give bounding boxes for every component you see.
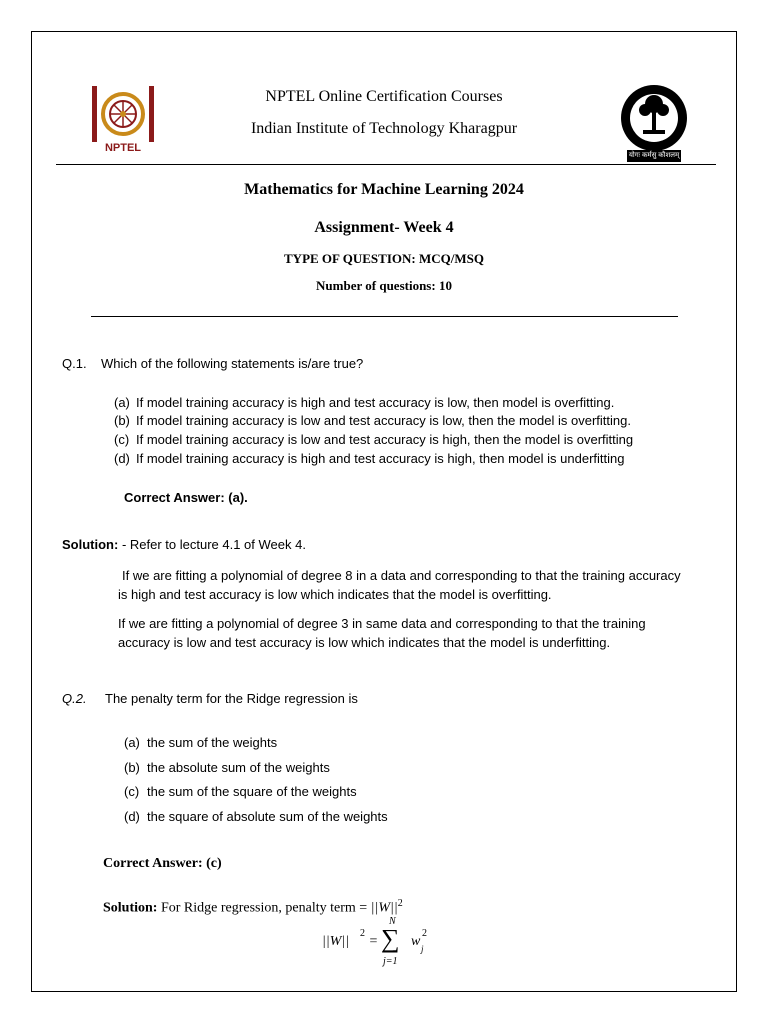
q1-option-c: If model training accuracy is low and test accuracy is high, then the model is overfitting (136, 432, 634, 447)
formula-term-subscript: j (421, 944, 424, 954)
q1-option-a: If model training accuracy is high and test accuracy is low, then model is overfitting. (136, 395, 615, 410)
q2-option-c-label: (c) (124, 784, 140, 799)
q2-option-b-label: (b) (124, 760, 140, 775)
assignment-title: Assignment- Week 4 (314, 219, 454, 236)
q2-norm-exponent: 2 (397, 898, 403, 909)
title-divider (91, 316, 678, 317)
q1-text: Which of the following statements is/are true? (101, 356, 364, 371)
q2-solution (103, 898, 403, 917)
q1-option-d-label: (d) (114, 451, 130, 466)
q1-solution-label: Solution: (62, 537, 119, 552)
q2-solution-label: Solution: (103, 900, 158, 916)
q1-solution-para1-line1: If we are fitting a polynomial of degree 8 in a data and corresponding to that the training accuracy (122, 568, 681, 583)
header-divider (56, 164, 716, 165)
formula-term: w (411, 934, 421, 949)
nptel-logo-text: NPTEL (104, 142, 142, 154)
q2-option-b: the absolute sum of the weights (147, 760, 330, 775)
q1-option-b-label: (b) (114, 413, 130, 428)
q1-solution-ref: - Refer to lecture 4.1 of Week 4. (118, 537, 306, 552)
formula-lhs-exponent: 2 (360, 928, 365, 939)
q2-option-d-label: (d) (124, 809, 140, 824)
q1-solution-para2-line2: accuracy is low and test accuracy is low which indicates that the model is underfitting. (118, 635, 611, 650)
course-title: Mathematics for Machine Learning 2024 (244, 181, 524, 198)
sum-lower-limit: j=1 (383, 956, 398, 967)
q2-option-c: the sum of the square of the weights (147, 784, 357, 799)
formula-equals: = (366, 934, 381, 949)
q2-text: The penalty term for the Ridge regression is (105, 691, 358, 706)
q2-option-d: the square of absolute sum of the weights (147, 809, 388, 824)
q1-solution-para1-line2: is high and test accuracy is low which indicates that the model is overfitting. (118, 587, 552, 602)
formula-term-exponent: 2 (422, 928, 427, 939)
q2-number: Q.2. (62, 691, 87, 706)
q2-formula (322, 916, 452, 972)
q1-solution (62, 537, 306, 552)
iit-kharagpur-logo (617, 80, 691, 164)
page-border (31, 31, 737, 992)
q1-option-c-label: (c) (114, 432, 130, 447)
q2-option-a: the sum of the weights (147, 735, 278, 750)
q2-solution-text: For Ridge regression, penalty term = (157, 900, 371, 916)
q1-option-d: If model training accuracy is high and test accuracy is high, then model is underfitting (136, 451, 625, 466)
q1-solution-para2-line1: If we are fitting a polynomial of degree 3 in same data and corresponding to that the training (118, 616, 646, 631)
header-line-2: Indian Institute of Technology Kharagpur (250, 120, 518, 137)
q2-correct-answer: Correct Answer: (c) (103, 856, 222, 871)
q2-norm-expression: ||W|| (370, 900, 398, 916)
q2-option-a-label: (a) (124, 735, 140, 750)
sum-upper-limit: N (389, 916, 396, 927)
question-type: TYPE OF QUESTION: MCQ/MSQ (284, 251, 484, 266)
q1-correct-answer: Correct Answer: (a). (124, 490, 248, 505)
q1-option-b: If model training accuracy is low and test accuracy is low, then the model is overfitting. (136, 413, 631, 428)
sum-symbol: ∑ (381, 924, 400, 953)
q1-number: Q.1. (62, 356, 87, 371)
q1-option-a-label: (a) (114, 395, 130, 410)
question-count: Number of questions: 10 (316, 278, 452, 293)
header-line-1: NPTEL Online Certification Courses (265, 88, 503, 105)
iit-logo-motto: योगः कर्मसु कौशलम् (628, 152, 680, 159)
formula-lhs: ||W|| (322, 934, 350, 949)
